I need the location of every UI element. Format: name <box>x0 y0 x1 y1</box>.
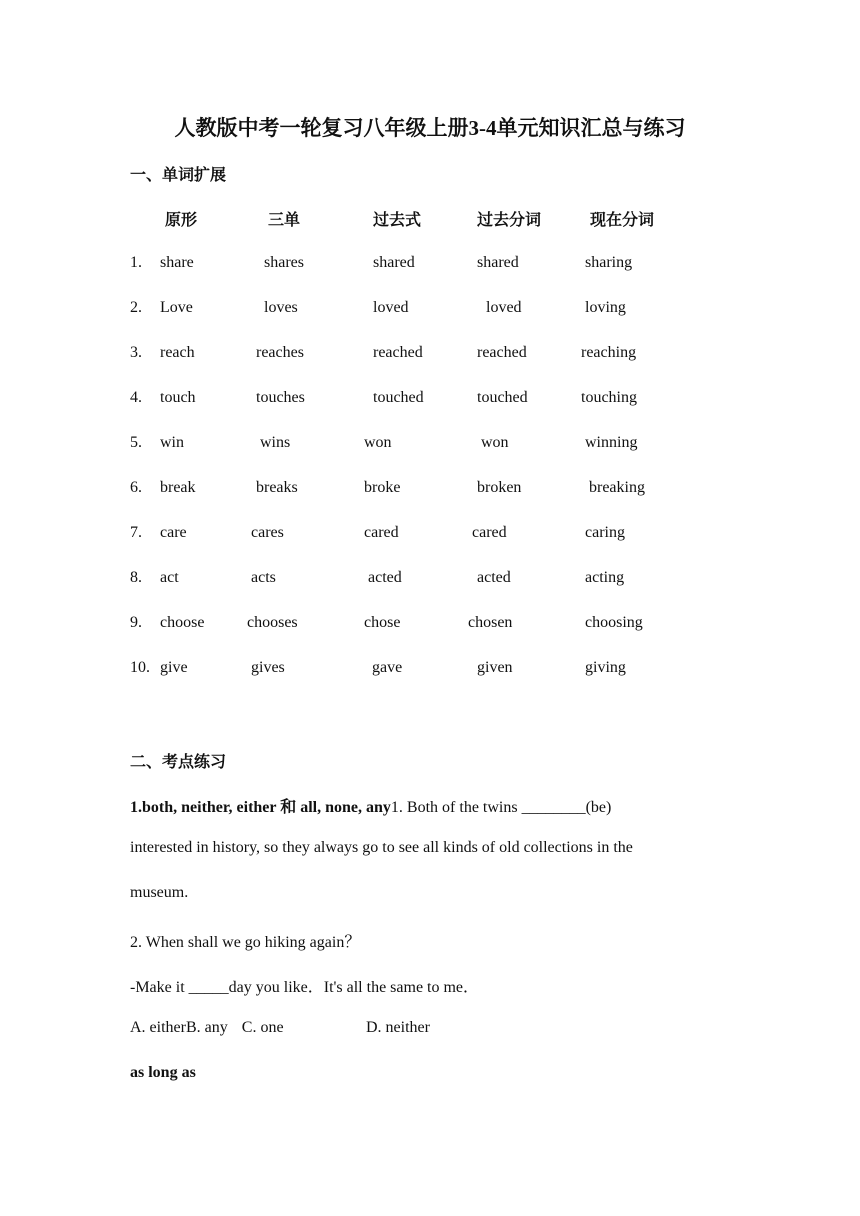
table-cell: chose <box>364 614 401 631</box>
question-2-line-2: -Make it _____day you like．It's all the same to me． <box>130 979 480 996</box>
option-b: B. any <box>185 1019 228 1036</box>
table-cell: loves <box>264 299 298 316</box>
row-number: 8. <box>130 569 142 586</box>
table-cell: touched <box>373 389 424 406</box>
row-number: 10. <box>130 659 150 676</box>
table-cell: reaches <box>256 344 304 361</box>
table-cell: breaks <box>256 479 298 496</box>
topic-heading-both-neither-either: 1.both, neither, either 和 all, none, any <box>130 799 391 816</box>
table-cell: shared <box>373 254 415 271</box>
table-cell: care <box>160 524 187 541</box>
table-cell: cared <box>472 524 507 541</box>
table-cell: win <box>160 434 184 451</box>
table-cell: act <box>160 569 179 586</box>
table-cell: touch <box>160 389 196 406</box>
table-cell: chooses <box>247 614 298 631</box>
column-header-present-participle: 现在分词 <box>590 212 655 229</box>
table-cell: broken <box>477 479 522 496</box>
table-cell: choose <box>160 614 205 631</box>
row-number: 9. <box>130 614 142 631</box>
row-number: 6. <box>130 479 142 496</box>
column-header-past-tense: 过去式 <box>373 212 422 229</box>
row-number: 5. <box>130 434 142 451</box>
table-cell: touches <box>256 389 305 406</box>
table-cell: shares <box>264 254 304 271</box>
table-cell: reached <box>373 344 423 361</box>
question-1-line-1 <box>130 794 611 817</box>
table-cell: touching <box>581 389 637 406</box>
column-header-past-participle: 过去分词 <box>477 212 542 229</box>
table-cell: acted <box>368 569 402 586</box>
table-cell: break <box>160 479 196 496</box>
table-cell: shared <box>477 254 519 271</box>
table-cell: reached <box>477 344 527 361</box>
page-title: 人教版中考一轮复习八年级上册3-4单元知识汇总与练习 <box>174 116 686 140</box>
table-cell: broke <box>364 479 401 496</box>
table-cell: sharing <box>585 254 633 271</box>
table-cell: caring <box>585 524 625 541</box>
row-number: 4. <box>130 389 142 406</box>
table-cell: wins <box>260 434 291 451</box>
table-cell: won <box>364 434 392 451</box>
table-cell: winning <box>585 434 638 451</box>
table-cell: breaking <box>589 479 645 496</box>
row-number: 1. <box>130 254 142 271</box>
table-cell: cares <box>251 524 284 541</box>
option-a: A. either <box>130 1019 186 1036</box>
table-cell: acting <box>585 569 625 586</box>
table-cell: loved <box>373 299 409 316</box>
option-c: C. one <box>241 1019 284 1036</box>
question-1-text: 1. Both of the twins ________(be) <box>390 799 612 816</box>
table-cell: giving <box>585 659 626 676</box>
table-cell: gives <box>251 659 285 676</box>
table-cell: loving <box>585 299 626 316</box>
table-cell: touched <box>477 389 528 406</box>
table-cell: won <box>481 434 509 451</box>
table-cell: Love <box>160 299 193 316</box>
table-cell: given <box>477 659 513 676</box>
table-cell: acts <box>251 569 276 586</box>
option-d: D. neither <box>366 1019 430 1036</box>
table-cell: give <box>160 659 188 676</box>
table-cell: choosing <box>585 614 643 631</box>
table-cell: loved <box>486 299 522 316</box>
column-header-base-form: 原形 <box>165 212 198 229</box>
topic-heading-as-long-as: as long as <box>130 1064 196 1081</box>
question-1-line-3: museum. <box>130 884 189 901</box>
row-number: 7. <box>130 524 142 541</box>
table-cell: gave <box>372 659 403 676</box>
column-header-third-person: 三单 <box>268 212 301 229</box>
row-number: 2. <box>130 299 142 316</box>
question-2-line-1: 2. When shall we go hiking again？ <box>130 934 361 951</box>
table-cell: cared <box>364 524 399 541</box>
table-cell: acted <box>477 569 511 586</box>
section-heading-word-expansion: 一、单词扩展 <box>130 167 227 184</box>
question-1-line-2: interested in history, so they always go to see all kinds of old collections in the <box>130 839 633 856</box>
section-heading-practice: 二、考点练习 <box>130 754 227 771</box>
question-2-options <box>130 1019 284 1037</box>
row-number: 3. <box>130 344 142 361</box>
table-cell: share <box>160 254 194 271</box>
table-cell: reaching <box>581 344 637 361</box>
table-cell: chosen <box>468 614 513 631</box>
table-cell: reach <box>160 344 195 361</box>
